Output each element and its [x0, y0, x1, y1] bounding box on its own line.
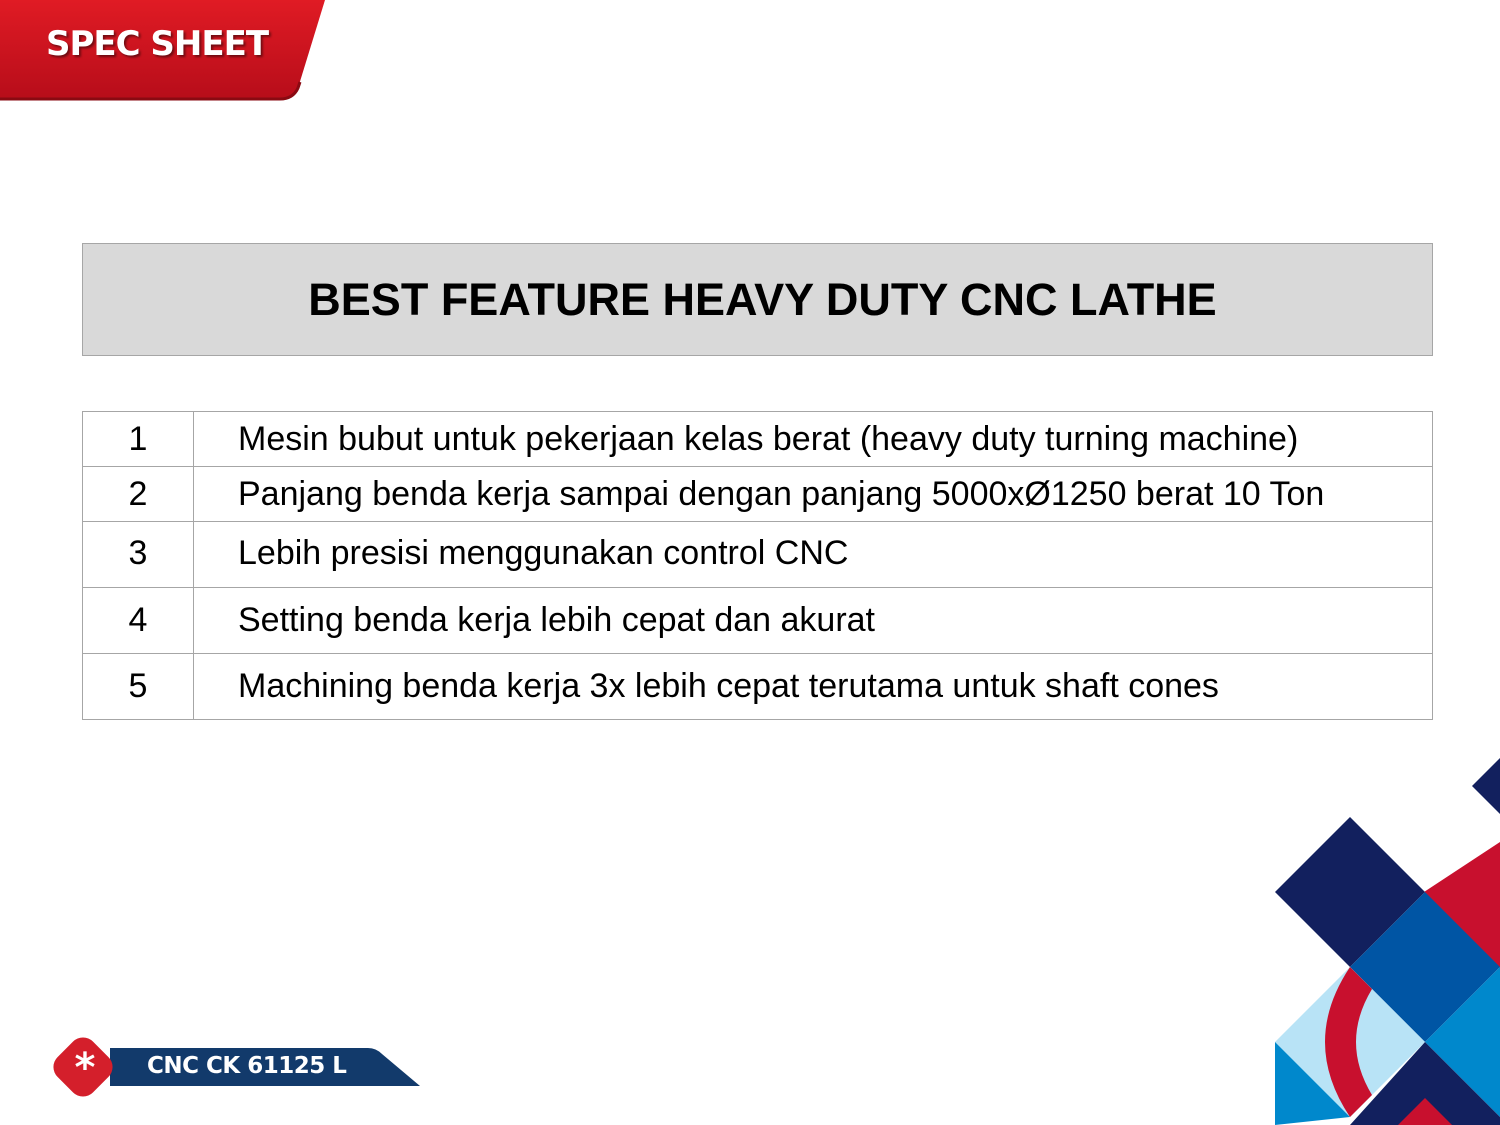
feature-text: Setting benda kerja lebih cepat dan akurat — [194, 588, 1433, 654]
model-name: CNC CK 61125 L — [147, 1053, 347, 1079]
decor-navy-small — [1472, 758, 1500, 814]
spec-sheet-label: SPEC SHEET — [46, 24, 269, 64]
feature-table — [82, 411, 1433, 720]
feature-number: 2 — [83, 467, 194, 522]
feature-number: 3 — [83, 522, 194, 588]
asterisk-icon: * — [74, 1045, 96, 1091]
table-row — [83, 522, 1433, 588]
table-row — [83, 412, 1433, 467]
table-row — [83, 467, 1433, 522]
feature-number: 5 — [83, 654, 194, 720]
feature-text: Machining benda kerja 3x lebih cepat terutama untuk shaft cones — [194, 654, 1433, 720]
table-row — [83, 588, 1433, 654]
feature-text: Panjang benda kerja sampai dengan panjang 5000xØ1250 berat 10 Ton — [194, 467, 1433, 522]
feature-number: 4 — [83, 588, 194, 654]
feature-number: 1 — [83, 412, 194, 467]
decorative-corner-graphic — [1270, 755, 1500, 1125]
table-row — [83, 654, 1433, 720]
spec-sheet-tab — [0, 0, 330, 104]
feature-text: Lebih presisi menggunakan control CNC — [194, 522, 1433, 588]
page-title: BEST FEATURE HEAVY DUTY CNC LATHE — [308, 273, 1217, 325]
feature-text: Mesin bubut untuk pekerjaan kelas berat (heavy duty turning machine) — [194, 412, 1433, 467]
feature-title-box — [82, 243, 1433, 356]
